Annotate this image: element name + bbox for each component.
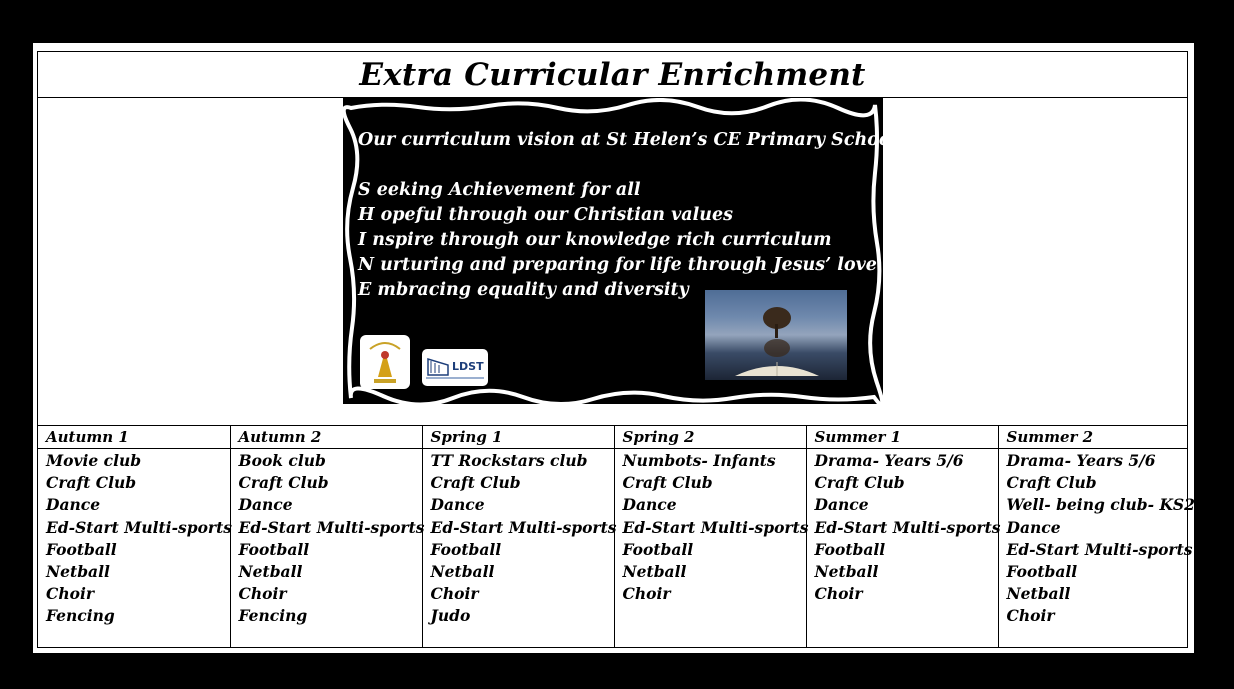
list-item: Craft Club <box>430 473 521 493</box>
term-header: Summer 2 <box>998 426 1187 449</box>
list-item: Ed-Start Multi-sports <box>814 517 1001 537</box>
club-list <box>814 450 1001 605</box>
ldst-logo <box>422 349 488 386</box>
term-clubs-cell <box>230 449 425 649</box>
term-header: Spring 1 <box>422 426 614 449</box>
list-item: Ed-Start Multi-sports <box>622 517 809 537</box>
tree-reflection-photo <box>705 290 847 380</box>
club-list <box>46 450 230 628</box>
list-item: Football <box>430 539 502 559</box>
document-page <box>33 43 1194 653</box>
list-item: Drama- Years 5/6 <box>814 451 964 470</box>
vision-line: H opeful through our Christian values <box>358 205 733 225</box>
term-clubs-cell <box>422 449 617 649</box>
term-clubs-cell <box>998 449 1195 649</box>
list-item: Choir <box>1006 606 1055 626</box>
list-item: Choir <box>814 584 863 604</box>
table-row <box>38 449 1187 649</box>
list-item: Choir <box>238 584 287 604</box>
list-item: Netball <box>622 562 687 582</box>
list-item: Book club <box>238 451 326 470</box>
club-list <box>622 450 809 605</box>
title-row <box>38 52 1187 98</box>
table-header-row <box>38 426 1187 449</box>
list-item: Netball <box>430 562 495 582</box>
list-item: Fencing <box>46 606 115 626</box>
list-item: Drama- Years 5/6 <box>1006 451 1156 470</box>
list-item: Craft Club <box>622 473 713 493</box>
term-header: Autumn 1 <box>38 426 230 449</box>
vision-line: N urturing and preparing for life through Jesus’ love <box>358 255 877 275</box>
ldst-logo-text: LDST <box>452 360 484 373</box>
list-item: Dance <box>238 495 293 515</box>
list-item: Netball <box>1006 584 1071 604</box>
term-header: Autumn 2 <box>230 426 422 449</box>
list-item: Football <box>1006 562 1078 582</box>
vision-line: I nspire through our knowledge rich curriculum <box>358 230 832 250</box>
club-list <box>430 450 617 628</box>
list-item: Football <box>46 539 117 559</box>
list-item: Craft Club <box>1006 473 1097 493</box>
list-item: Fencing <box>238 606 308 626</box>
list-item: Judo <box>430 606 471 626</box>
term-clubs-cell <box>38 449 230 649</box>
vision-row <box>38 98 1187 425</box>
term-clubs-cell <box>806 449 1001 649</box>
list-item: Netball <box>814 562 879 582</box>
list-item: Netball <box>46 562 110 582</box>
crest-icon <box>360 335 410 389</box>
list-item: Ed-Start Multi-sports <box>430 517 617 537</box>
list-item: Football <box>622 539 694 559</box>
list-item: TT Rockstars club <box>430 451 588 470</box>
list-item: Craft Club <box>238 473 329 493</box>
list-item: Craft Club <box>814 473 905 493</box>
club-list <box>1006 450 1195 628</box>
list-item: Ed-Start Multi-sports <box>46 517 232 537</box>
document-frame <box>37 51 1195 648</box>
list-item: Ed-Start Multi-sports <box>1006 539 1193 559</box>
list-item: Ed-Start Multi-sports <box>238 517 425 537</box>
list-item: Well- being club- KS2 <box>1006 495 1195 515</box>
list-item: Dance <box>622 495 677 515</box>
term-header: Spring 2 <box>614 426 806 449</box>
list-item: Football <box>814 539 886 559</box>
school-crest-logo <box>360 335 410 389</box>
page-title: Extra Curricular Enrichment <box>359 56 866 93</box>
list-item: Numbots- Infants <box>622 451 776 470</box>
list-item: Dance <box>46 495 101 515</box>
vision-line: E mbracing equality and diversity <box>358 280 689 300</box>
list-item: Dance <box>430 495 485 515</box>
vision-line: S eeking Achievement for all <box>358 180 641 200</box>
list-item: Netball <box>238 562 303 582</box>
list-item: Choir <box>46 584 94 604</box>
list-item: Dance <box>1006 517 1061 537</box>
vision-heading: Our curriculum vision at St Helen’s CE Primary School <box>358 130 898 150</box>
list-item: Craft Club <box>46 473 137 493</box>
list-item: Dance <box>814 495 869 515</box>
enrichment-table <box>38 425 1195 648</box>
term-clubs-cell <box>614 449 809 649</box>
club-list <box>238 450 425 628</box>
list-item: Movie club <box>46 451 142 470</box>
vision-lines <box>358 178 877 303</box>
list-item: Choir <box>622 584 671 604</box>
list-item: Football <box>238 539 310 559</box>
term-header: Summer 1 <box>806 426 998 449</box>
list-item: Choir <box>430 584 479 604</box>
vision-board-image <box>343 98 898 404</box>
tree-icon <box>705 290 847 380</box>
